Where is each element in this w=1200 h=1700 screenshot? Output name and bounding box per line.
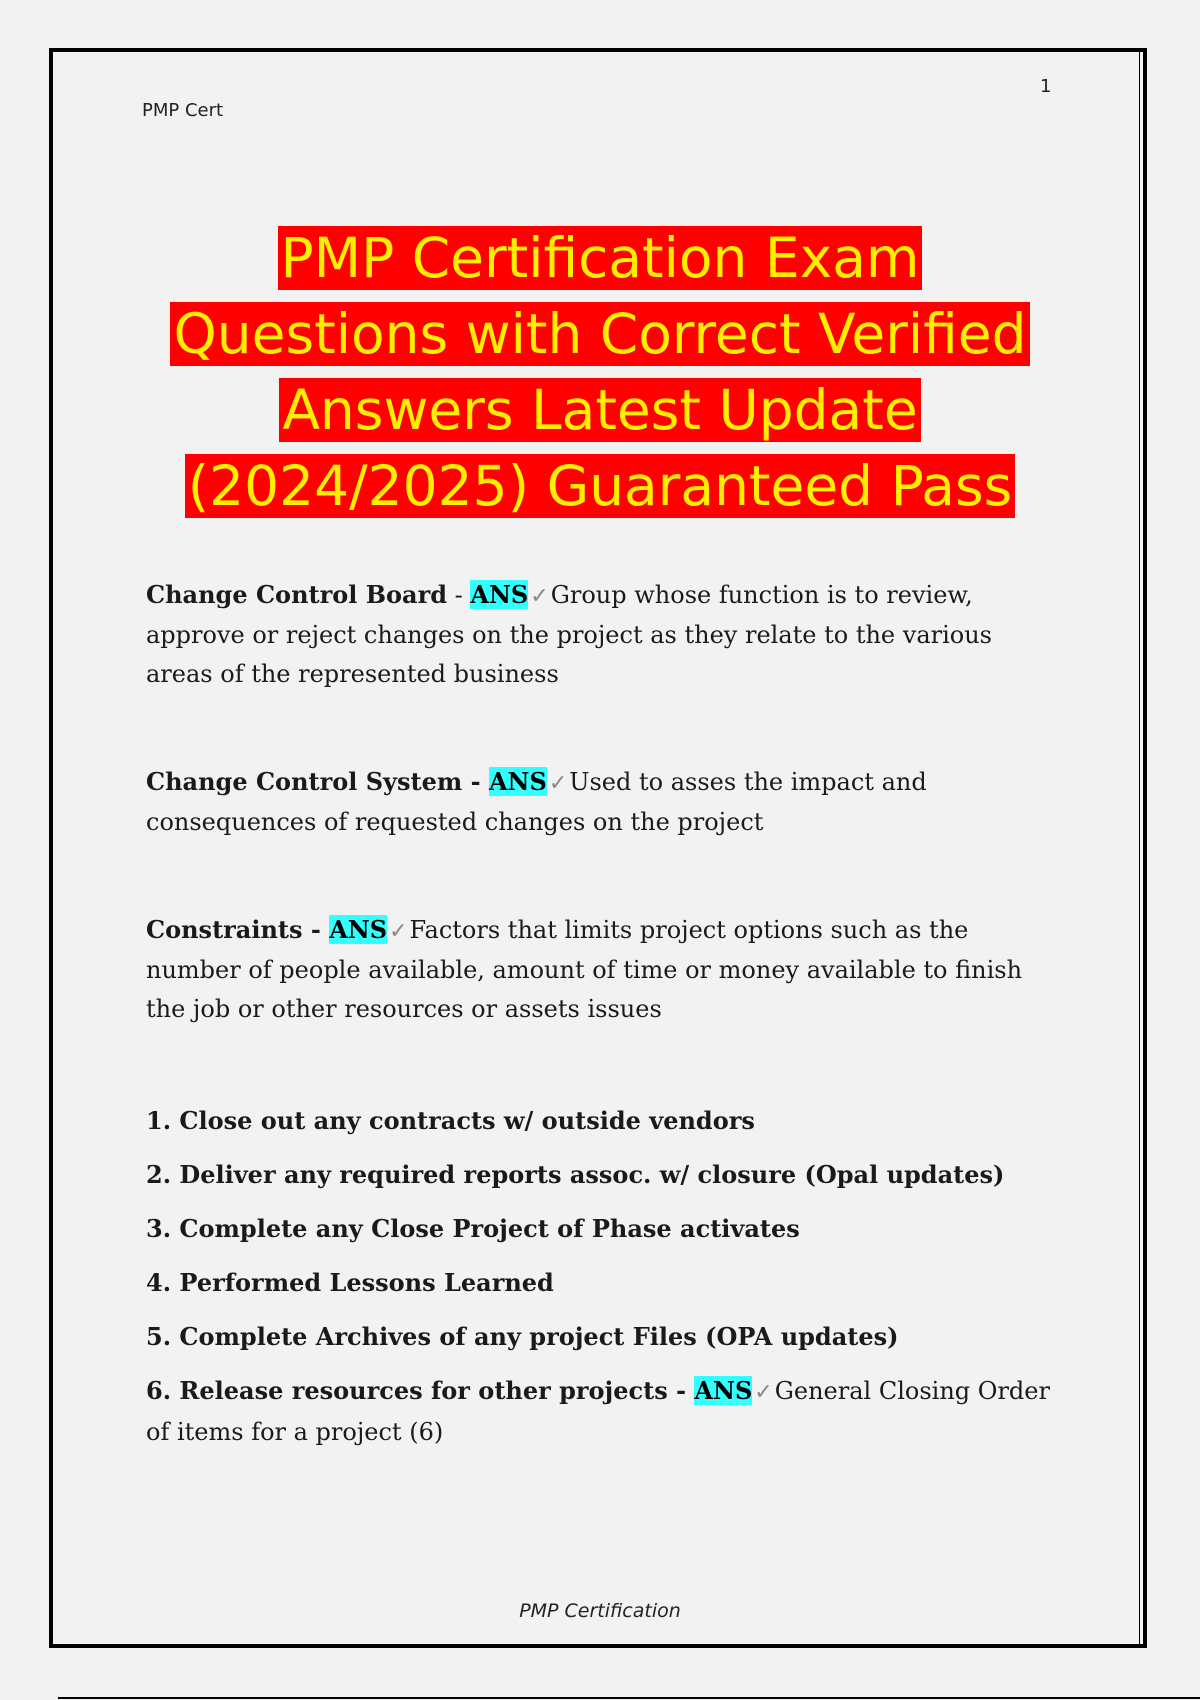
list-item-text: 6. Release resources for other projects - [146,1376,695,1405]
title-line: (2024/2025) Guaranteed Pass [185,454,1016,518]
document-title [120,220,1080,524]
document-body [146,575,1066,1467]
title-line: Answers Latest Update [279,378,920,442]
list-item [146,1371,1066,1452]
definition: Group whose function is to review, approve or reject changes on the project as they relate to the various areas of the represented business [146,581,992,688]
separator: - [447,581,471,609]
list-item: 1. Close out any contracts w/ outside vendors [146,1106,755,1135]
qa-entry [146,575,1066,694]
ans-highlight: ANS [329,915,388,944]
term: Change Control System - [146,767,489,796]
list-item: 4. Performed Lessons Learned [146,1268,554,1297]
definition: General Closing Order of items for a project (6) [146,1377,1050,1446]
title-line: Questions with Correct Verified [170,302,1029,366]
checkmark-icon: ✓ [530,584,549,609]
definition: Factors that limits project options such as the number of people available, amount of time or money available to finish the job or other resources or assets issues [146,916,1023,1023]
ans-highlight: ANS [488,767,547,796]
running-footer: PMP Certification [519,1600,681,1622]
list-item: 2. Deliver any required reports assoc. w/ closure (Opal updates) [146,1160,1005,1189]
running-header: PMP Cert [142,100,224,121]
checkmark-icon: ✓ [389,919,408,944]
ans-highlight: ANS [694,1376,753,1405]
term: Change Control Board [146,580,447,609]
list-item: 3. Complete any Close Project of Phase activates [146,1214,800,1243]
title-line: PMP Certification Exam [278,226,923,290]
definition: Used to asses the impact and consequences of requested changes on the project [146,768,927,836]
qa-entry [146,762,1066,842]
closing-order-list [146,1101,1066,1452]
list-item: 5. Complete Archives of any project Files (OPA updates) [146,1322,899,1351]
checkmark-icon: ✓ [548,771,568,796]
term: Constraints - [146,915,330,944]
qa-entry [146,910,1066,1029]
page-number: 1 [1040,76,1052,97]
checkmark-icon: ✓ [754,1380,773,1405]
ans-highlight: ANS [470,580,529,609]
page-divider [58,1697,1200,1699]
